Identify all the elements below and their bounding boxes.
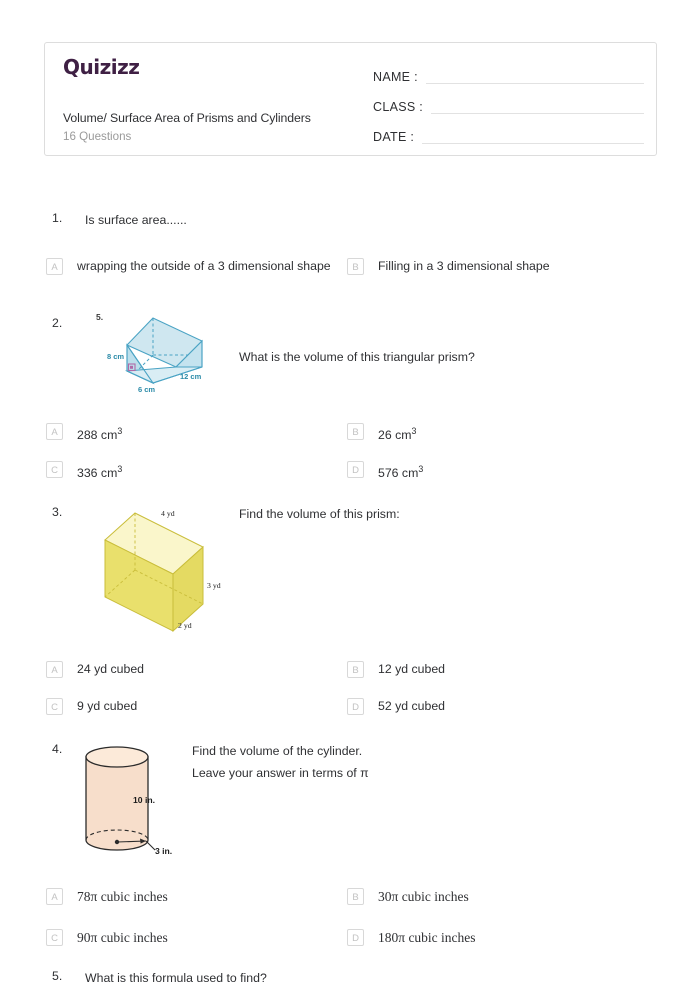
dim-label-12cm: 12 cm [180,372,202,381]
option-letter-d: D [347,698,364,715]
class-field-row [373,87,644,117]
question-4-number: 4. [52,742,63,756]
question-2-figure [96,312,226,394]
option-letter-d: D [347,929,364,946]
header-left [61,43,381,155]
question-4-option-c[interactable] [46,929,168,946]
option-letter-c: C [46,929,63,946]
question-3-option-c[interactable] [46,698,137,715]
question-count: 16 Questions [63,130,132,143]
rectangular-prism-icon [85,505,225,635]
option-text-a: wrapping the outside of a 3 dimensional shape [77,259,331,273]
option-letter-b: B [347,888,364,905]
worksheet-header-card [44,42,657,156]
dim-label-8cm: 8 cm [107,352,125,361]
question-5-number: 5. [52,969,63,983]
question-1-text: Is surface area...... [85,213,187,227]
option-letter-b: B [347,661,364,678]
dim-label-4yd: 4 yd [161,509,175,518]
name-field-input[interactable] [426,82,644,84]
dim-label-6cm: 6 cm [138,385,156,394]
question-3-option-d[interactable] [347,698,445,715]
question-5-text: What is this formula used to find? [85,971,267,985]
option-text-b: Filling in a 3 dimensional shape [378,259,550,273]
option-exponent: 3 [418,464,424,474]
option-letter-a: A [46,423,63,440]
option-letter-c: C [46,698,63,715]
option-text-a [77,423,122,444]
question-3-text: Find the volume of this prism: [239,507,400,521]
question-2-option-a[interactable] [46,423,122,444]
dim-label-3in: 3 in. [155,846,173,856]
date-field-input[interactable] [422,142,644,144]
option-letter-c: C [46,461,63,478]
option-text-b: 30π cubic inches [378,889,469,904]
option-letter-a: A [46,258,63,275]
question-4-option-b[interactable] [347,888,469,905]
question-2-number: 2. [52,316,63,330]
question-4-text-line2: Leave your answer in terms of π [192,766,369,780]
option-text-d: 52 yd cubed [378,699,446,713]
option-text-a: 78π cubic inches [77,889,168,904]
option-text-b: 12 yd cubed [378,662,446,676]
dim-label-3yd: 3 yd [207,581,221,590]
question-1-number: 1. [52,211,63,225]
option-exponent: 3 [117,426,123,436]
question-1-option-a[interactable] [46,258,331,275]
class-field-label: CLASS : [373,100,424,114]
option-letter-a: A [46,661,63,678]
question-4-option-a[interactable] [46,888,168,905]
question-2-text: What is the volume of this triangular prism? [239,350,475,364]
question-3-figure [85,505,225,635]
question-4-text-line1: Find the volume of the cylinder. [192,744,363,758]
date-field-label: DATE : [373,130,415,144]
option-text-b [378,423,416,444]
option-value: 26 cm [378,428,412,443]
option-letter-b: B [347,258,364,275]
date-field-row [373,117,644,147]
option-text-d: 180π cubic inches [378,930,476,945]
option-letter-a: A [46,888,63,905]
option-exponent: 3 [117,464,123,474]
dim-label-2yd: 2 yd [178,621,192,630]
question-2-option-c[interactable] [46,461,122,482]
option-value: 576 cm [378,466,419,481]
option-letter-d: D [347,461,364,478]
question-3-option-a[interactable] [46,661,144,678]
question-3-number: 3. [52,505,63,519]
question-1-option-b[interactable] [347,258,550,275]
dim-label-10in: 10 in. [133,795,155,805]
option-value: 288 cm [77,428,118,443]
student-info-fields [373,57,644,145]
option-text-c: 9 yd cubed [77,699,138,713]
option-text-d [378,461,423,482]
question-4-figure [76,740,196,865]
option-value: 336 cm [77,466,118,481]
option-exponent: 3 [411,426,417,436]
question-3-option-b[interactable] [347,661,445,678]
quizizz-logo: Quizizz [63,55,140,79]
name-field-row [373,57,644,87]
option-text-c [77,461,122,482]
question-2-option-b[interactable] [347,423,416,444]
page-title: Volume/ Surface Area of Prisms and Cylinders [63,111,311,125]
figure-tag: 5. [96,312,104,322]
option-text-a: 24 yd cubed [77,662,145,676]
option-text-c: 90π cubic inches [77,930,168,945]
name-field-label: NAME : [373,70,418,84]
question-2-option-d[interactable] [347,461,423,482]
option-letter-b: B [347,423,364,440]
class-field-input[interactable] [431,112,644,114]
question-4-option-d[interactable] [347,929,476,946]
